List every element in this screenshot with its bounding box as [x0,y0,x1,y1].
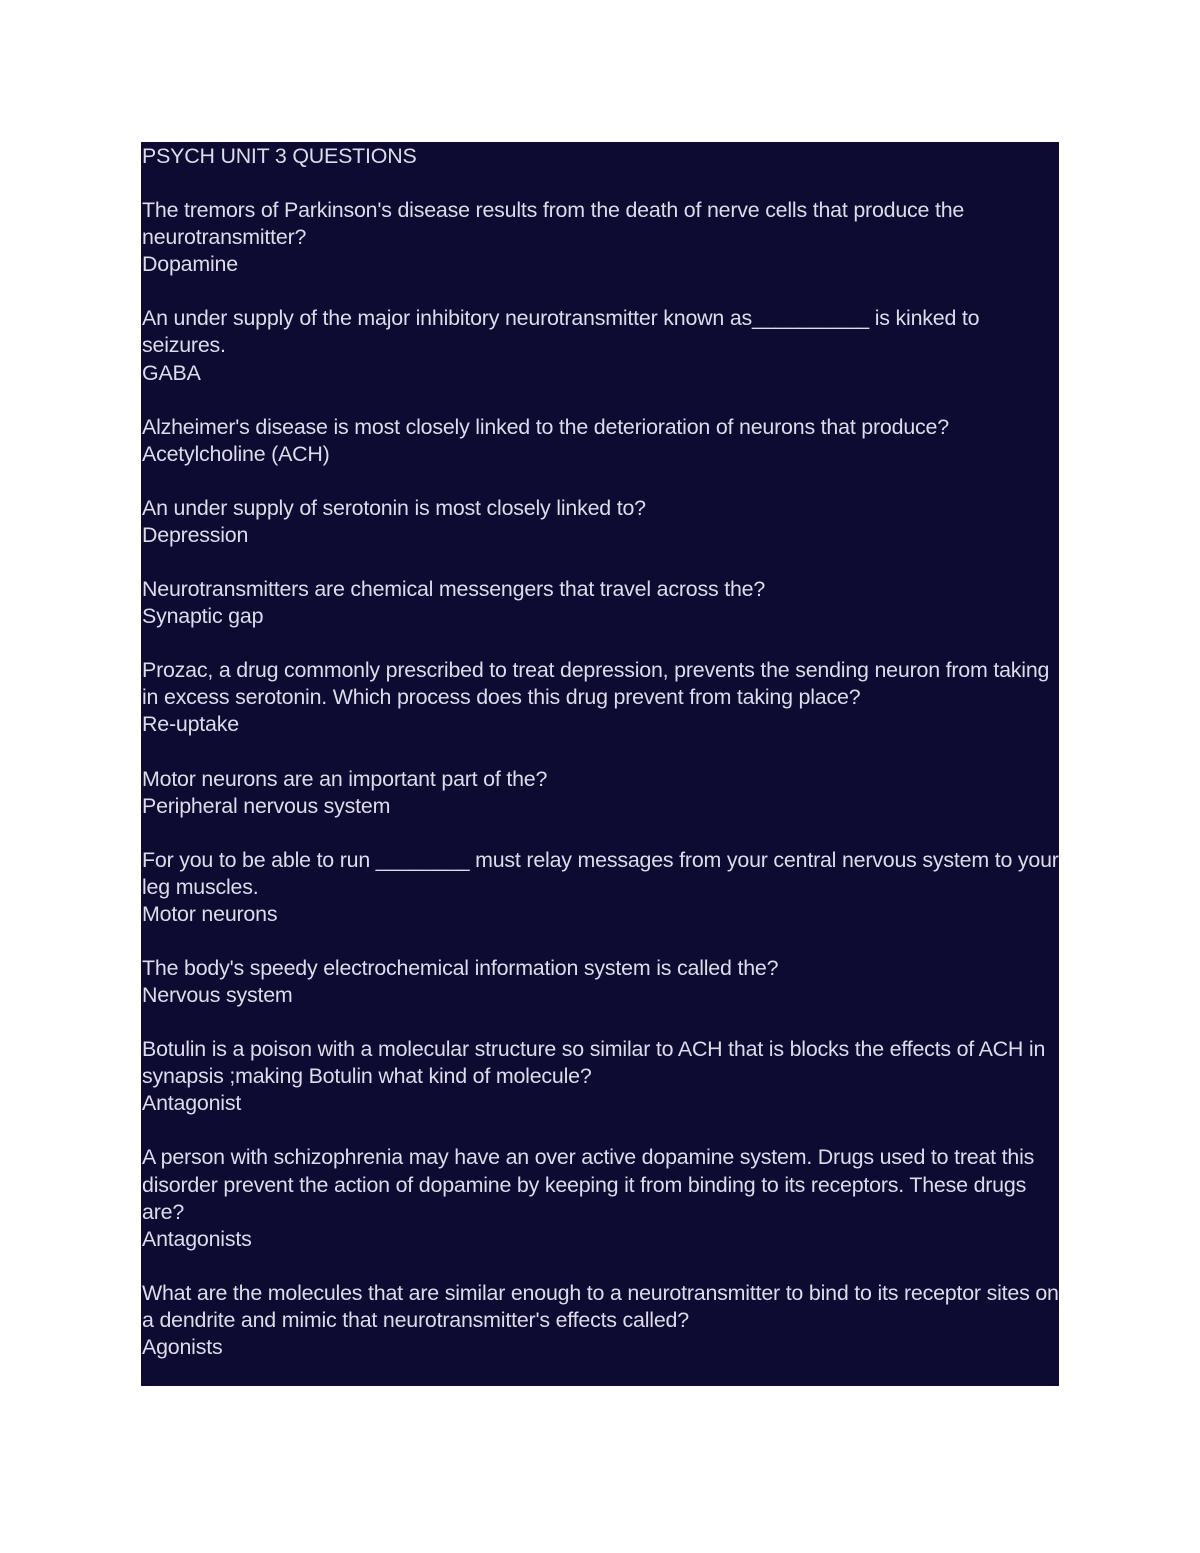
qa-item-4 [142,495,1059,549]
answer-text: Synaptic gap [142,604,264,629]
question-text: Alzheimer's disease is most closely linked to the deterioration of neurons that produce? [142,414,949,439]
question-text: For you to be able to run ________ must relay messages from your central nervous system to your leg muscles. [142,847,1059,899]
qa-item-7 [142,766,1059,820]
answer-text: Motor neurons [142,901,278,926]
question-text: The tremors of Parkinson's disease results from the death of nerve cells that produce the neurotransmitter? [142,198,965,250]
answer-text: Acetylcholine (ACH) [142,441,330,466]
qa-item-10 [142,1036,1059,1117]
qa-item-1 [142,197,1059,278]
question-text: A person with schizophrenia may have an over active dopamine system. Drugs used to treat this disorder prevent the action of dopamine by keeping it from binding to its receptors. These drugs are? [142,1145,1035,1224]
answer-text: GABA [142,360,201,385]
qa-item-11 [142,1144,1059,1252]
answer-text: Agonists [142,1335,223,1359]
answer-text: Peripheral nervous system [142,793,391,818]
question-text: What are the molecules that are similar enough to a neurotransmitter to bind to its receptor sites on a dendrite and mimic that neurotransmitter's effects called? [142,1280,1059,1332]
question-text: Prozac, a drug commonly prescribed to treat depression, prevents the sending neuron from taking in excess serotonin. Which process does this drug prevent from taking place? [142,658,1050,710]
answer-text: Antagonist [142,1091,242,1116]
qa-item-6 [142,657,1059,738]
qa-item-9 [142,955,1059,1009]
answer-text: Depression [142,522,249,547]
question-text: An under supply of the major inhibitory neurotransmitter known as__________ is kinked to seizures. [142,306,980,358]
qa-item-12 [142,1280,1059,1361]
question-text: The body's speedy electrochemical information system is called the? [142,955,779,980]
answer-text: Dopamine [142,252,238,277]
question-text: Neurotransmitters are chemical messengers that travel across the? [142,577,766,602]
question-text: Motor neurons are an important part of the? [142,766,548,791]
document-page [141,142,1059,1386]
question-text: Botulin is a poison with a molecular structure so similar to ACH that is blocks the effects of ACH in synapsis ;making Botulin what kind of molecule? [142,1037,1046,1089]
page-title: PSYCH UNIT 3 QUESTIONS [142,144,417,168]
qa-item-8 [142,847,1059,928]
answer-text: Re-uptake [142,712,239,737]
qa-item-3 [142,414,1059,468]
qa-item-2 [142,305,1059,386]
answer-text: Nervous system [142,983,293,1008]
question-text: An under supply of serotonin is most closely linked to? [142,495,646,520]
qa-item-5 [142,576,1059,630]
answer-text: Antagonists [142,1226,252,1251]
